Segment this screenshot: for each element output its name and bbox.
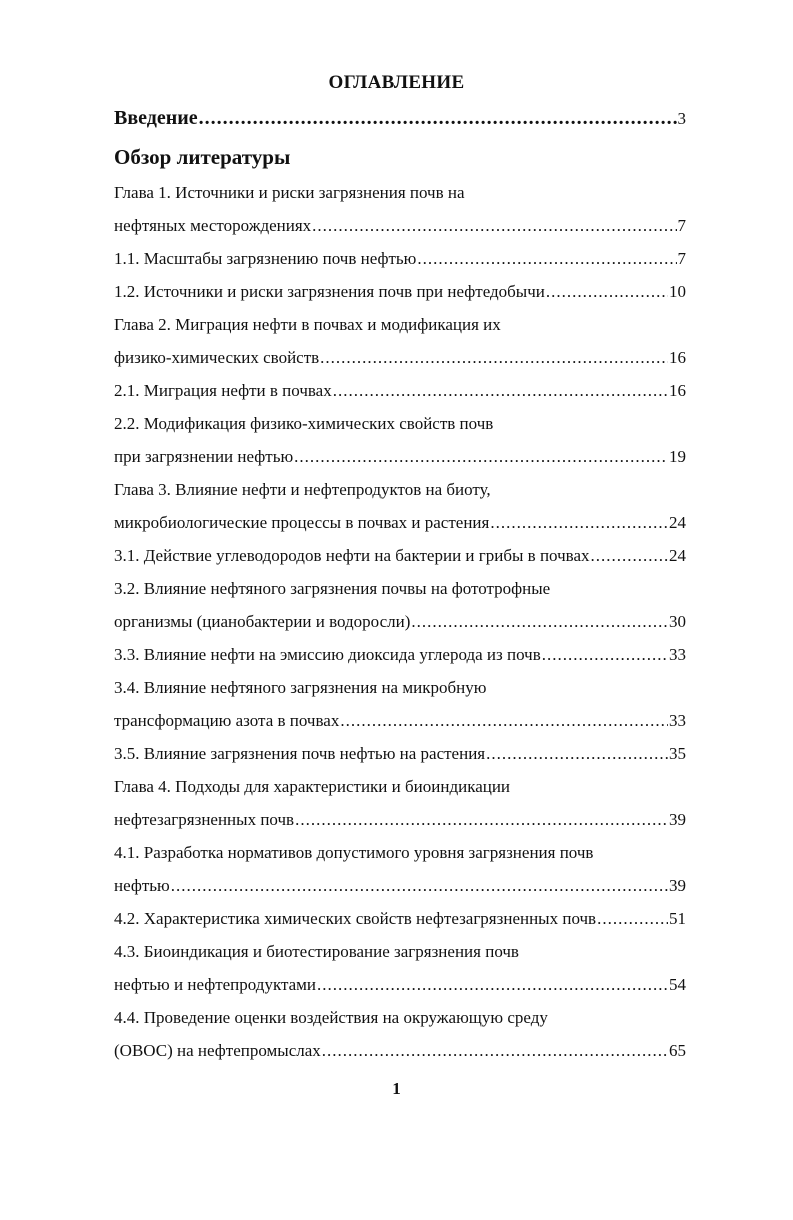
toc-leader-dots: [417, 242, 676, 275]
toc-entry: [114, 737, 686, 770]
page-number: 1: [392, 1079, 401, 1098]
toc-leader-dots: [486, 737, 668, 770]
toc-leader-dots: [312, 209, 676, 242]
toc-entry-page: 54: [669, 975, 686, 994]
toc-entry-page: 39: [669, 876, 686, 895]
toc-leader-dots: [294, 440, 668, 473]
toc-entry: [114, 572, 686, 605]
toc-entry-text: микробиологические процессы в почвах и растения: [114, 513, 490, 532]
toc-entry-text: нефтезагрязненных почв: [114, 810, 295, 829]
toc-entry: [114, 242, 686, 275]
toc-entry-text: 1.1. Масштабы загрязнению почв нефтью: [114, 249, 417, 268]
toc-entry: [114, 176, 686, 209]
toc-entry: [114, 308, 686, 341]
toc-entry-page: 24: [669, 513, 686, 532]
toc-entry: [114, 374, 686, 407]
toc-leader-dots: [340, 704, 668, 737]
toc-entry-introduction: [114, 100, 686, 136]
toc-entry-text: трансформацию азота в почвах: [114, 711, 340, 730]
toc-entry-text: 1.2. Источники и риски загрязнения почв при нефтедобычи: [114, 282, 545, 301]
toc-entry: [114, 1034, 686, 1067]
toc-entry-text: при загрязнении нефтью: [114, 447, 294, 466]
table-of-contents: [114, 100, 686, 1067]
toc-entry-page: 16: [669, 348, 686, 367]
toc-entry-page: 33: [669, 645, 686, 664]
toc-entry-text: Глава 4. Подходы для характеристики и биоиндикации: [114, 777, 511, 796]
toc-entry-text: 4.3. Биоиндикация и биотестирование загрязнения почв: [114, 942, 519, 961]
toc-leader-dots: [546, 275, 668, 308]
toc-entry-text: нефтью: [114, 876, 170, 895]
toc-entry-text: 3.2. Влияние нефтяного загрязнения почвы на фототрофные: [114, 579, 551, 598]
toc-entry: [114, 803, 686, 836]
toc-entry: [114, 902, 686, 935]
toc-entry-page: 33: [669, 711, 686, 730]
toc-entry-page: 65: [669, 1041, 686, 1060]
toc-entry: [114, 473, 686, 506]
toc-entry-text: Глава 2. Миграция нефти в почвах и модификация их: [114, 315, 501, 334]
toc-entry: [114, 605, 686, 638]
toc-entry-page: 51: [669, 909, 686, 928]
toc-entry: [114, 704, 686, 737]
toc-entry-text: Глава 3. Влияние нефти и нефтепродуктов на биоту,: [114, 480, 491, 499]
toc-entry: [114, 275, 686, 308]
toc-entry: [114, 209, 686, 242]
toc-leader-dots: [317, 968, 668, 1001]
toc-leader-dots: [490, 506, 668, 539]
toc-entry: [114, 341, 686, 374]
toc-entry-text: 3.4. Влияние нефтяного загрязнения на микробную: [114, 678, 487, 697]
toc-entry: [114, 1001, 686, 1034]
toc-entry-page: 24: [669, 546, 686, 565]
toc-entry-page: 16: [669, 381, 686, 400]
toc-entry: [114, 869, 686, 902]
toc-entry-page: 10: [669, 282, 686, 301]
toc-entry-text: Введение: [114, 107, 198, 129]
toc-entry-text: 3.1. Действие углеводородов нефти на бактерии и грибы в почвах: [114, 546, 590, 565]
toc-entry-page: 7: [677, 216, 686, 235]
toc-entry-text: физико-химических свойств: [114, 348, 320, 367]
toc-entry-text: (ОВОС) на нефтепромыслах: [114, 1041, 321, 1060]
toc-entry: [114, 506, 686, 539]
toc-leader-dots: [295, 803, 668, 836]
toc-entry-text: 4.1. Разработка нормативов допустимого уровня загрязнения почв: [114, 843, 594, 862]
toc-leader-dots: [171, 869, 668, 902]
toc-entry-page: 35: [669, 744, 686, 763]
toc-entry: [114, 638, 686, 671]
toc-entry-text: нефтью и нефтепродуктами: [114, 975, 317, 994]
toc-entry-page: 3: [677, 109, 686, 128]
toc-leader-dots: [591, 539, 669, 572]
toc-entry-text: 4.2. Характеристика химических свойств нефтезагрязненных почв: [114, 909, 597, 928]
toc-entry-text: 4.4. Проведение оценки воздействия на окружающую среду: [114, 1008, 548, 1027]
toc-leader-dots: [333, 374, 668, 407]
toc-leader-dots: [411, 605, 668, 638]
toc-entry-text: Глава 1. Источники и риски загрязнения почв на: [114, 183, 465, 202]
toc-entry: [114, 539, 686, 572]
toc-entry: [114, 407, 686, 440]
toc-entry: [114, 836, 686, 869]
toc-entry-text: 3.3. Влияние нефти на эмиссию диоксида углерода из почв: [114, 645, 541, 664]
toc-entry: [114, 935, 686, 968]
toc-entry: [114, 968, 686, 1001]
toc-entry-text: 3.5. Влияние загрязнения почв нефтью на растения: [114, 744, 486, 763]
toc-leader-dots: [320, 341, 668, 374]
toc-entry-text: 2.2. Модификация физико-химических свойств почв: [114, 414, 494, 433]
page-title: ОГЛАВЛЕНИЕ: [328, 72, 465, 93]
toc-entry-text: организмы (цианобактерии и водоросли): [114, 612, 411, 631]
toc-entry-text: Обзор литературы: [114, 145, 291, 169]
toc-entry-text: 2.1. Миграция нефти в почвах: [114, 381, 332, 400]
toc-entry-text: нефтяных месторождениях: [114, 216, 312, 235]
toc-entry-page: 30: [669, 612, 686, 631]
toc-entry-page: 19: [669, 447, 686, 466]
toc-entry: [114, 440, 686, 473]
toc-leader-dots: [542, 638, 668, 671]
toc-leader-dots: [199, 100, 677, 136]
toc-entry: [114, 770, 686, 803]
toc-leader-dots: [597, 902, 668, 935]
toc-section-heading: [114, 136, 686, 176]
toc-entry-page: 7: [677, 249, 686, 268]
toc-leader-dots: [322, 1034, 668, 1067]
toc-entry-page: 39: [669, 810, 686, 829]
toc-entry: [114, 671, 686, 704]
